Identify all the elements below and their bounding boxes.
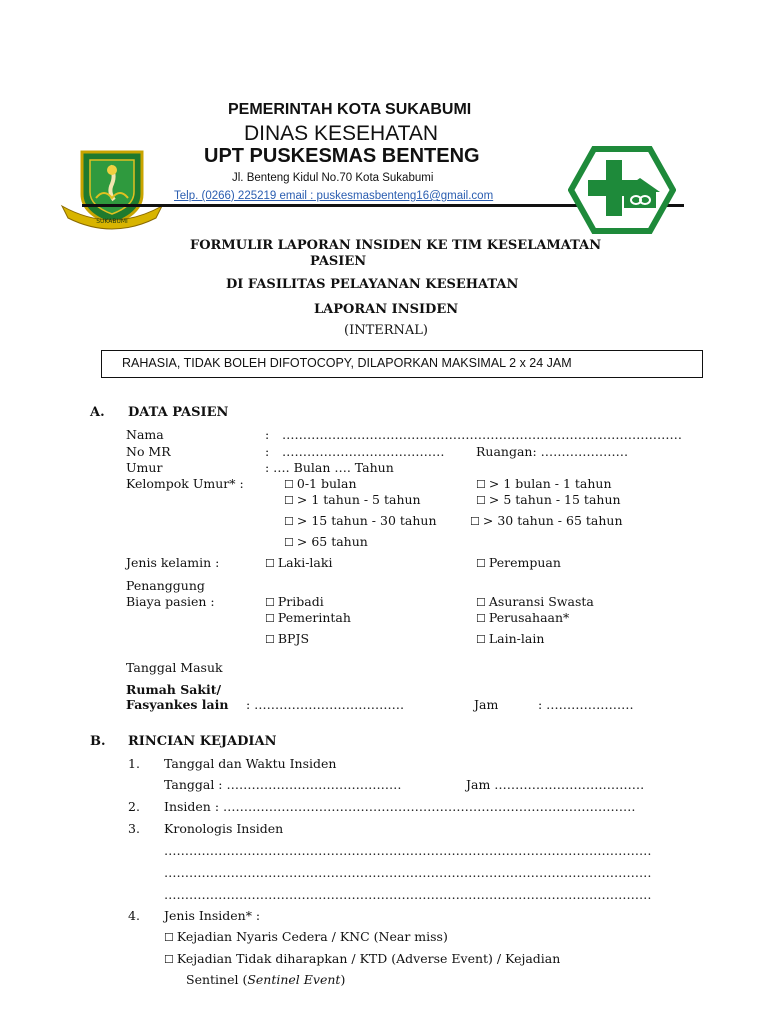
item-3-number: 3. — [128, 821, 140, 836]
checkbox-icon: ☐ — [164, 953, 174, 966]
report-subtitle: (INTERNAL) — [344, 323, 428, 338]
mr-colon: : — [265, 444, 270, 459]
sentinel-event-line: Sentinel (Sentinel Event) — [186, 972, 346, 987]
facility-label: Fasyankes lain — [126, 697, 229, 712]
checkbox-icon: ☐ — [164, 931, 174, 944]
mr-field[interactable]: ………………………………… — [282, 444, 445, 459]
payer-label-line2: Biaya pasien : — [126, 594, 215, 609]
payer-option-bpjs[interactable]: ☐ BPJS — [265, 631, 310, 646]
hospital-label: Rumah Sakit/ — [126, 682, 222, 697]
section-b-title: RINCIAN KEJADIAN — [128, 734, 277, 749]
checkbox-icon: ☐ — [284, 515, 294, 528]
age-option-15-30-year[interactable]: ☐ > 15 tahun - 30 tahun — [284, 513, 437, 528]
checkbox-icon: ☐ — [470, 515, 480, 528]
puskesmas-logo — [568, 146, 676, 234]
section-a-title: DATA PASIEN — [128, 405, 229, 420]
checkbox-icon: ☐ — [265, 612, 275, 625]
name-colon: : — [265, 427, 270, 442]
payer-label-line1: Penanggung — [126, 578, 205, 593]
mr-label: No MR — [126, 444, 171, 459]
address-text: Jl. Benteng Kidul No.70 Kota Sukabumi — [232, 172, 434, 184]
checkbox-icon: ☐ — [476, 494, 486, 507]
payer-option-personal[interactable]: ☐ Pribadi — [265, 594, 324, 609]
sex-option-male[interactable]: ☐ Laki-laki — [265, 555, 333, 570]
section-b-letter: B. — [90, 734, 106, 749]
checkbox-icon: ☐ — [476, 612, 486, 625]
checkbox-icon: ☐ — [265, 557, 275, 570]
checkbox-icon: ☐ — [284, 494, 294, 507]
payer-option-company[interactable]: ☐ Perusahaan* — [476, 610, 570, 625]
city-emblem-logo — [60, 148, 164, 230]
unit-name: UPT PUSKESMAS BENTENG — [204, 145, 480, 167]
payer-option-government[interactable]: ☐ Pemerintah — [265, 610, 351, 625]
age-option-5-15-year[interactable]: ☐ > 5 tahun - 15 tahun — [476, 492, 621, 507]
contact-link[interactable]: Telp. (0266) 225219 email : puskesmasbenteng16@gmail.com — [174, 190, 494, 202]
chronology-line-2[interactable]: ……………………………………………………………………………………………………… — [164, 865, 652, 880]
checkbox-icon: ☐ — [265, 633, 275, 646]
checkbox-icon: ☐ — [476, 478, 486, 491]
checkbox-icon: ☐ — [476, 596, 486, 609]
item-1-label: Tanggal dan Waktu Insiden — [164, 756, 337, 771]
form-title-line3: DI FASILITAS PELAYANAN KESEHATAN — [226, 277, 519, 292]
checkbox-icon: ☐ — [284, 478, 294, 491]
sex-label: Jenis kelamin : — [126, 555, 220, 570]
department-name: DINAS KESEHATAN — [244, 122, 439, 145]
age-option-over-65-year[interactable]: ☐ > 65 tahun — [284, 534, 368, 549]
confidential-notice-box — [101, 350, 703, 378]
age-option-1month-1year[interactable]: ☐ > 1 bulan - 1 tahun — [476, 476, 612, 491]
age-option-0-1-month[interactable]: ☐ 0-1 bulan — [284, 476, 357, 491]
form-title-line1: FORMULIR LAPORAN INSIDEN KE TIM KESELAMATAN — [190, 238, 602, 253]
admission-date-label: Tanggal Masuk — [126, 660, 223, 675]
incident-date-field[interactable]: Tanggal : …………………………………… — [164, 777, 402, 792]
payer-option-other[interactable]: ☐ Lain-lain — [476, 631, 545, 646]
report-title: LAPORAN INSIDEN — [314, 302, 459, 317]
item-4-number: 4. — [128, 908, 140, 923]
government-name: PEMERINTAH KOTA SUKABUMI — [228, 101, 472, 118]
svg-text:SUKABUMI: SUKABUMI — [96, 218, 128, 225]
chronology-line-1[interactable]: ……………………………………………………………………………………………………… — [164, 843, 652, 858]
room-field[interactable]: Ruangan: ………………… — [476, 444, 629, 459]
chronology-line-3[interactable]: ……………………………………………………………………………………………………… — [164, 887, 652, 902]
name-label: Nama — [126, 427, 164, 442]
time-label: Jam — [474, 697, 499, 712]
item-1-number: 1. — [128, 756, 140, 771]
age-label: Umur — [126, 460, 163, 475]
checkbox-icon: ☐ — [284, 536, 294, 549]
checkbox-icon: ☐ — [265, 596, 275, 609]
item-4-label: Jenis Insiden* : — [164, 908, 261, 923]
form-title-line2: PASIEN — [310, 254, 367, 269]
time-field[interactable]: : ………………… — [538, 697, 634, 712]
incident-field[interactable]: Insiden : ……………………………………………………………………………………… — [164, 799, 636, 814]
incident-time-field[interactable]: Jam ……………………………… — [466, 777, 645, 792]
checkbox-icon: ☐ — [476, 557, 486, 570]
age-field[interactable]: : …. Bulan …. Tahun — [265, 460, 394, 475]
age-group-label: Kelompok Umur* : — [126, 476, 244, 491]
age-option-1-5-year[interactable]: ☐ > 1 tahun - 5 tahun — [284, 492, 421, 507]
section-a-letter: A. — [90, 405, 105, 420]
confidential-notice-text: RAHASIA, TIDAK BOLEH DIFOTOCOPY, DILAPORKAN MAKSIMAL 2 x 24 JAM — [122, 356, 572, 370]
incident-type-adverse-event[interactable]: ☐ Kejadian Tidak diharapkan / KTD (Adverse Event) / Kejadian — [164, 951, 561, 966]
checkbox-icon: ☐ — [476, 633, 486, 646]
facility-field[interactable]: : ……………………………… — [246, 697, 405, 712]
item-2-number: 2. — [128, 799, 140, 814]
item-3-label: Kronologis Insiden — [164, 821, 284, 836]
sex-option-female[interactable]: ☐ Perempuan — [476, 555, 561, 570]
name-field[interactable]: …………………………………………………………………………………… — [282, 427, 682, 442]
payer-option-private-insurance[interactable]: ☐ Asuransi Swasta — [476, 594, 594, 609]
incident-type-near-miss[interactable]: ☐ Kejadian Nyaris Cedera / KNC (Near miss) — [164, 929, 448, 944]
age-option-30-65-year[interactable]: ☐ > 30 tahun - 65 tahun — [470, 513, 623, 528]
